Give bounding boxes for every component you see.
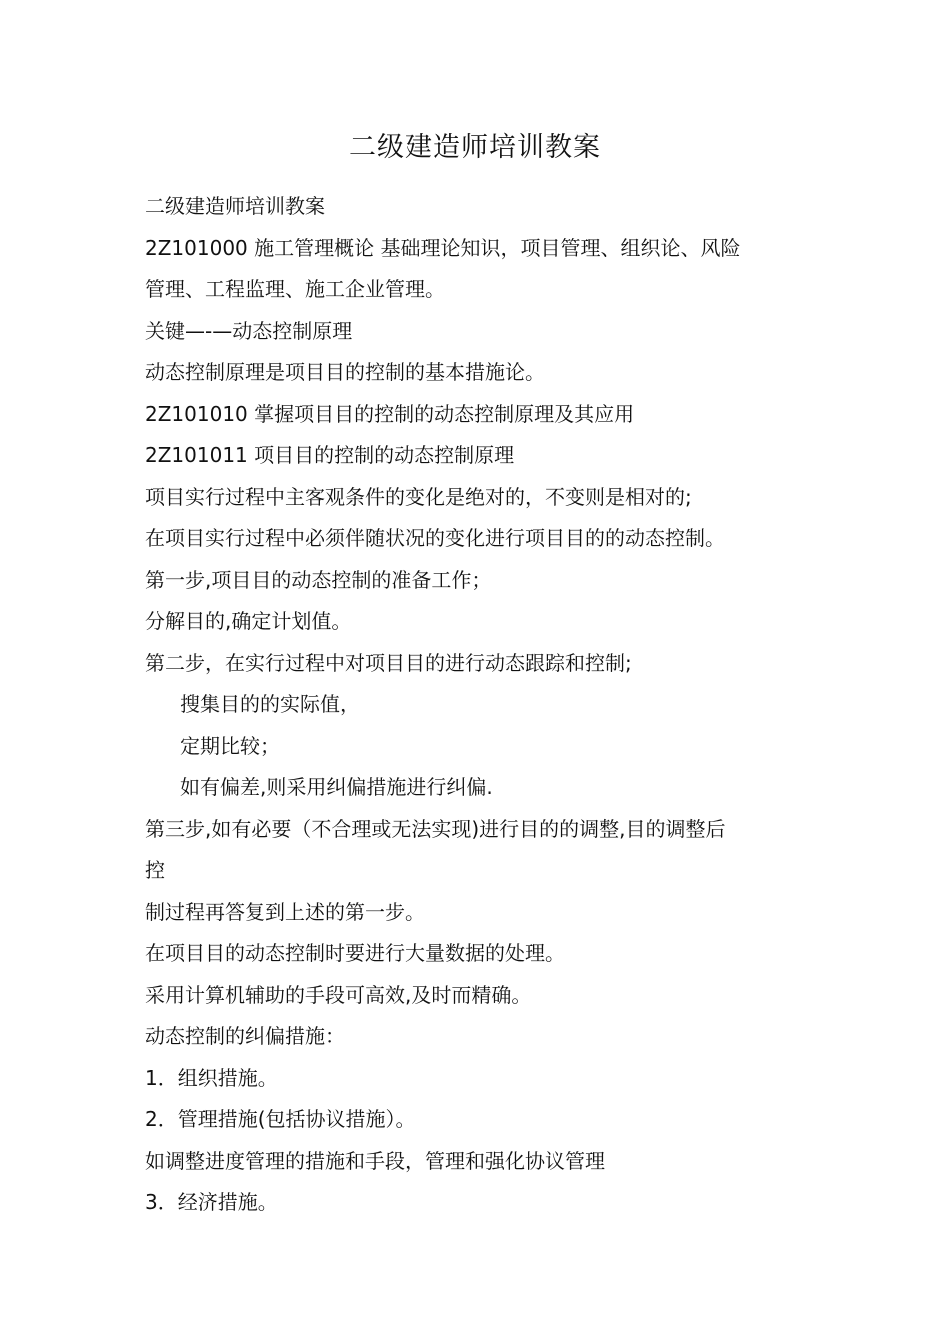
paragraph-line: 采用计算机辅助的手段可高效,及时而精确。	[145, 982, 532, 1007]
paragraph-line: 分解目的,确定计划值。	[145, 609, 352, 633]
paragraph-line: 2Z101010 掌握项目目的控制的动态控制原理及其应用	[145, 401, 635, 426]
paragraph-line: 3．经济措施。	[145, 1190, 278, 1214]
paragraph-line: 制过程再答复到上述的第一步。	[145, 899, 425, 924]
paragraph-line: 项目实行过程中主客观条件的变化是绝对的，不变则是相对的;	[145, 484, 692, 509]
paragraph-line: 第三步,如有必要（不合理或无法实现)进行目的的调整,目的调整后	[145, 816, 726, 841]
paragraph-line: 1．组织措施。	[145, 1065, 278, 1090]
paragraph-line: 二级建造师培训教案	[145, 194, 325, 218]
paragraph-line: 管理、工程监理、施工企业管理。	[145, 277, 445, 301]
paragraph-line: 搜集目的的实际值，	[180, 692, 360, 716]
paragraph-line: 动态控制原理是项目目的控制的基本措施论。	[145, 360, 545, 384]
paragraph-line: 关键—-—动态控制原理	[145, 318, 353, 343]
document-body	[145, 186, 805, 1224]
paragraph-line: 第二步，在实行过程中对项目目的进行动态跟踪和控制;	[145, 650, 632, 675]
paragraph-line: 如调整进度管理的措施和手段，管理和强化协议管理	[145, 1148, 605, 1173]
document-title: 二级建造师培训教案	[349, 132, 601, 163]
paragraph-line: 2Z101000 施工管理概论 基础理论知识，项目管理、组织论、风险	[145, 235, 741, 260]
paragraph-line: 第一步,项目目的动态控制的准备工作；	[145, 567, 492, 592]
paragraph-line: 控	[145, 858, 165, 882]
paragraph-line: 在项目实行过程中必须伴随状况的变化进行项目目的的动态控制。	[145, 526, 725, 550]
paragraph-line: 2．管理措施(包括协议措施）。	[145, 1107, 416, 1131]
paragraph-line: 在项目目的动态控制时要进行大量数据的处理。	[145, 941, 565, 965]
paragraph-line: 2Z101011 项目目的控制的动态控制原理	[145, 443, 515, 467]
paragraph-line: 如有偏差,则采用纠偏措施进行纠偏.	[180, 775, 493, 799]
paragraph-line: 定期比较；	[180, 733, 280, 758]
paragraph-line: 动态控制的纠偏措施：	[145, 1024, 345, 1048]
